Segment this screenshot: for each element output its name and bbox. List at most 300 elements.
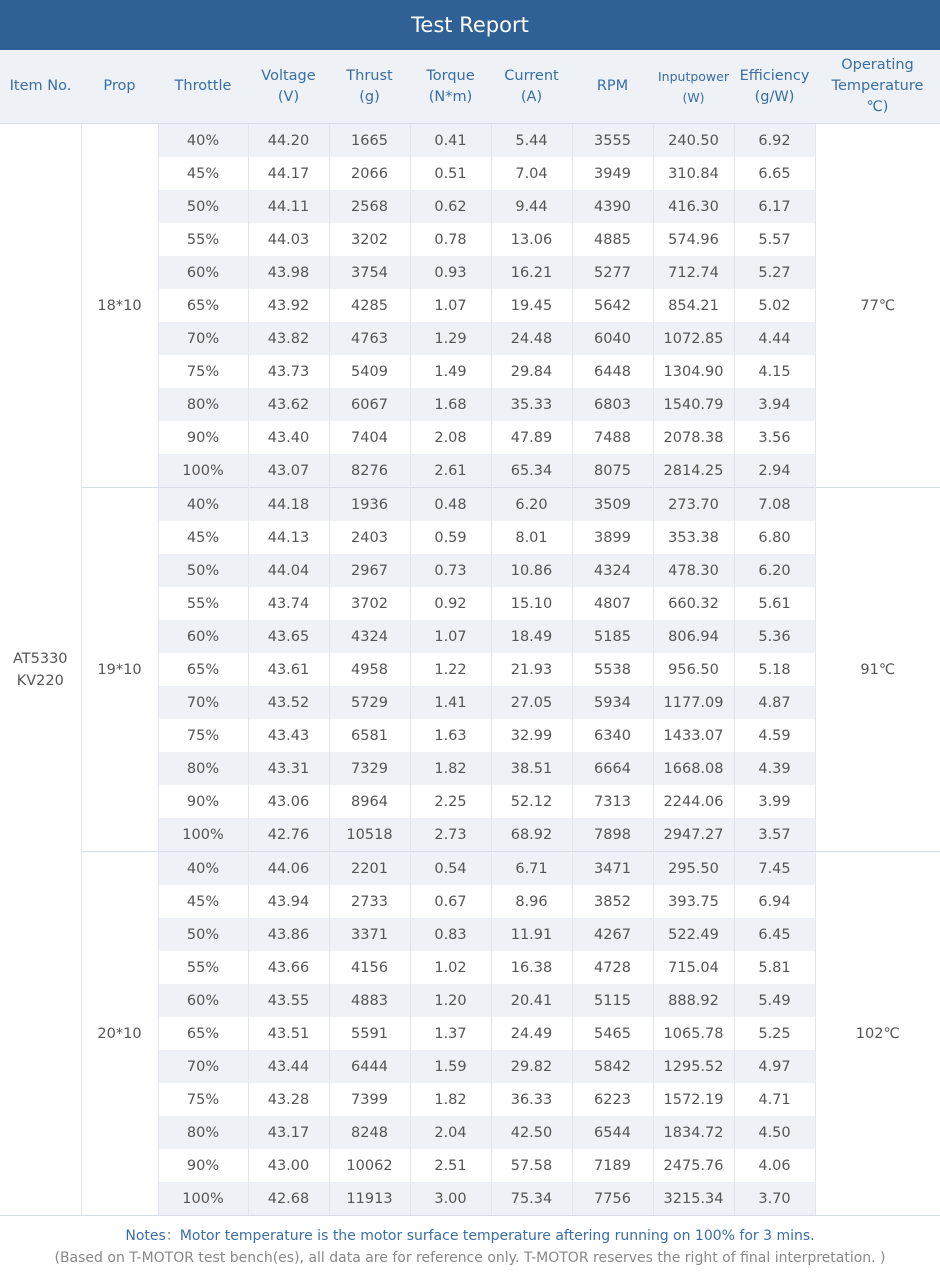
torque-cell: 0.92 [410,587,491,620]
thrust-cell: 7404 [329,421,410,454]
item-no-line: AT5330 [12,650,68,667]
column-header-thrust [329,50,410,124]
power-cell: 3215.34 [653,1182,734,1215]
torque-cell: 1.41 [410,686,491,719]
current-cell: 32.99 [491,719,572,752]
thrust-cell: 4324 [329,620,410,653]
thrust-cell: 5591 [329,1017,410,1050]
rpm-cell: 4728 [572,951,653,984]
throttle-cell: 100% [158,818,248,852]
efficiency-cell: 3.94 [734,388,815,421]
rpm-cell: 6223 [572,1083,653,1116]
efficiency-cell: 6.65 [734,157,815,190]
rpm-cell: 5277 [572,256,653,289]
torque-cell: 0.59 [410,521,491,554]
throttle-cell: 55% [158,951,248,984]
current-cell: 65.34 [491,454,572,488]
column-header-torque [410,50,491,124]
report-title: Test Report [411,13,529,37]
power-cell: 1433.07 [653,719,734,752]
power-cell: 1834.72 [653,1116,734,1149]
power-cell: 522.49 [653,918,734,951]
torque-cell: 0.78 [410,223,491,256]
column-header-line: Current [504,67,559,84]
column-header-line: Inputpower [657,68,729,84]
torque-cell: 2.04 [410,1116,491,1149]
torque-cell: 0.54 [410,852,491,886]
voltage-cell: 43.43 [248,719,329,752]
current-cell: 10.86 [491,554,572,587]
power-cell: 2475.76 [653,1149,734,1182]
column-header-efficiency [734,50,815,124]
torque-cell: 1.37 [410,1017,491,1050]
efficiency-cell: 4.39 [734,752,815,785]
rpm-cell: 3899 [572,521,653,554]
efficiency-cell: 5.18 [734,653,815,686]
current-cell: 47.89 [491,421,572,454]
voltage-cell: 43.61 [248,653,329,686]
power-cell: 888.92 [653,984,734,1017]
voltage-cell: 43.31 [248,752,329,785]
voltage-cell: 44.13 [248,521,329,554]
prop-cell: 18*10 [81,124,158,488]
thrust-cell: 2201 [329,852,410,886]
voltage-cell: 44.06 [248,852,329,886]
torque-cell: 1.68 [410,388,491,421]
voltage-cell: 43.06 [248,785,329,818]
voltage-cell: 43.55 [248,984,329,1017]
torque-cell: 1.07 [410,289,491,322]
voltage-cell: 42.76 [248,818,329,852]
rpm-cell: 4324 [572,554,653,587]
rpm-cell: 6664 [572,752,653,785]
notes-line-2: (Based on T-MOTOR test bench(es), all data are for reference only. T-MOTOR reserves the right of final interpretation. ) [54,1249,886,1266]
column-header-current [491,50,572,124]
rpm-cell: 7898 [572,818,653,852]
throttle-cell: 75% [158,355,248,388]
rpm-cell: 5934 [572,686,653,719]
voltage-cell: 43.52 [248,686,329,719]
column-header-line: (W) [682,89,705,105]
column-header-line: Thrust [346,67,393,84]
power-cell: 1295.52 [653,1050,734,1083]
column-header-line: RPM [596,78,629,94]
current-cell: 15.10 [491,587,572,620]
throttle-cell: 40% [158,124,248,158]
efficiency-cell: 3.57 [734,818,815,852]
current-cell: 24.49 [491,1017,572,1050]
thrust-cell: 6444 [329,1050,410,1083]
column-header-line: Efficiency [739,67,810,84]
throttle-cell: 45% [158,521,248,554]
current-cell: 18.49 [491,620,572,653]
thrust-cell: 4958 [329,653,410,686]
thrust-cell: 10062 [329,1149,410,1182]
efficiency-cell: 3.99 [734,785,815,818]
rpm-cell: 7756 [572,1182,653,1215]
thrust-cell: 3702 [329,587,410,620]
voltage-cell: 43.28 [248,1083,329,1116]
voltage-cell: 44.18 [248,488,329,522]
efficiency-cell: 4.06 [734,1149,815,1182]
rpm-cell: 3949 [572,157,653,190]
thrust-cell: 2967 [329,554,410,587]
column-header-line: Temperature [831,78,924,94]
thrust-cell: 2568 [329,190,410,223]
efficiency-cell: 6.80 [734,521,815,554]
throttle-cell: 60% [158,620,248,653]
thrust-cell: 2066 [329,157,410,190]
power-cell: 2947.27 [653,818,734,852]
torque-cell: 1.07 [410,620,491,653]
column-header-line: Item No. [9,78,72,94]
voltage-cell: 43.44 [248,1050,329,1083]
voltage-cell: 43.94 [248,885,329,918]
rpm-cell: 6544 [572,1116,653,1149]
power-cell: 574.96 [653,223,734,256]
throttle-cell: 100% [158,454,248,488]
power-cell: 416.30 [653,190,734,223]
voltage-cell: 43.00 [248,1149,329,1182]
rpm-cell: 5115 [572,984,653,1017]
voltage-cell: 43.07 [248,454,329,488]
torque-cell: 1.49 [410,355,491,388]
efficiency-cell: 6.17 [734,190,815,223]
voltage-cell: 43.98 [248,256,329,289]
column-header-line: Throttle [174,78,232,94]
efficiency-cell: 4.15 [734,355,815,388]
throttle-cell: 100% [158,1182,248,1215]
throttle-cell: 50% [158,918,248,951]
power-cell: 353.38 [653,521,734,554]
column-header-line: (A) [520,88,543,105]
column-header-throttle [158,50,248,124]
efficiency-cell: 5.25 [734,1017,815,1050]
throttle-cell: 90% [158,1149,248,1182]
table-row [0,488,940,522]
throttle-cell: 90% [158,785,248,818]
rpm-cell: 4267 [572,918,653,951]
prop-cell: 20*10 [81,852,158,1216]
throttle-cell: 55% [158,223,248,256]
throttle-cell: 80% [158,1116,248,1149]
thrust-cell: 4763 [329,322,410,355]
table-row [0,852,940,886]
current-cell: 7.04 [491,157,572,190]
efficiency-cell: 5.57 [734,223,815,256]
current-cell: 5.44 [491,124,572,158]
voltage-cell: 43.74 [248,587,329,620]
column-header-prop [81,50,158,124]
column-header-voltage [248,50,329,124]
torque-cell: 1.82 [410,752,491,785]
notes-section [0,1215,940,1277]
power-cell: 854.21 [653,289,734,322]
torque-cell: 1.02 [410,951,491,984]
thrust-cell: 10518 [329,818,410,852]
current-cell: 6.20 [491,488,572,522]
voltage-cell: 43.92 [248,289,329,322]
power-cell: 1572.19 [653,1083,734,1116]
rpm-cell: 5538 [572,653,653,686]
temperature-cell: 102℃ [815,852,940,1216]
rpm-cell: 7488 [572,421,653,454]
voltage-cell: 43.73 [248,355,329,388]
current-cell: 8.96 [491,885,572,918]
torque-cell: 1.82 [410,1083,491,1116]
efficiency-cell: 3.56 [734,421,815,454]
column-header-line: Torque [426,67,475,84]
rpm-cell: 6340 [572,719,653,752]
torque-cell: 2.08 [410,421,491,454]
rpm-cell: 5185 [572,620,653,653]
current-cell: 21.93 [491,653,572,686]
voltage-cell: 43.51 [248,1017,329,1050]
throttle-cell: 75% [158,719,248,752]
voltage-cell: 43.40 [248,421,329,454]
thrust-cell: 1936 [329,488,410,522]
column-header-line: Operating [841,57,914,73]
power-cell: 310.84 [653,157,734,190]
power-cell: 712.74 [653,256,734,289]
current-cell: 20.41 [491,984,572,1017]
power-cell: 478.30 [653,554,734,587]
current-cell: 75.34 [491,1182,572,1215]
power-cell: 806.94 [653,620,734,653]
column-header-line: ℃) [866,99,889,115]
thrust-cell: 4156 [329,951,410,984]
current-cell: 42.50 [491,1116,572,1149]
torque-cell: 1.20 [410,984,491,1017]
power-cell: 715.04 [653,951,734,984]
current-cell: 16.21 [491,256,572,289]
thrust-cell: 7329 [329,752,410,785]
table-body [0,124,940,1216]
column-header-line: Voltage [261,67,316,84]
torque-cell: 2.73 [410,818,491,852]
power-cell: 956.50 [653,653,734,686]
throttle-cell: 75% [158,1083,248,1116]
rpm-cell: 7313 [572,785,653,818]
throttle-cell: 65% [158,289,248,322]
thrust-cell: 3754 [329,256,410,289]
rpm-cell: 4390 [572,190,653,223]
rpm-cell: 6040 [572,322,653,355]
thrust-cell: 6581 [329,719,410,752]
throttle-cell: 80% [158,752,248,785]
temperature-cell: 91℃ [815,488,940,852]
efficiency-cell: 7.08 [734,488,815,522]
report-title-bar [0,0,940,50]
throttle-cell: 80% [158,388,248,421]
rpm-cell: 4807 [572,587,653,620]
table-row [0,124,940,158]
thrust-cell: 4285 [329,289,410,322]
current-cell: 9.44 [491,190,572,223]
efficiency-cell: 2.94 [734,454,815,488]
efficiency-cell: 5.27 [734,256,815,289]
power-cell: 1065.78 [653,1017,734,1050]
thrust-cell: 11913 [329,1182,410,1215]
torque-cell: 1.29 [410,322,491,355]
power-cell: 1072.85 [653,322,734,355]
current-cell: 6.71 [491,852,572,886]
throttle-cell: 45% [158,885,248,918]
thrust-cell: 5409 [329,355,410,388]
voltage-cell: 44.20 [248,124,329,158]
torque-cell: 0.83 [410,918,491,951]
throttle-cell: 70% [158,322,248,355]
throttle-cell: 45% [158,157,248,190]
thrust-cell: 5729 [329,686,410,719]
voltage-cell: 43.82 [248,322,329,355]
column-header-item [0,50,81,124]
prop-cell: 19*10 [81,488,158,852]
voltage-cell: 42.68 [248,1182,329,1215]
throttle-cell: 40% [158,488,248,522]
torque-cell: 3.00 [410,1182,491,1215]
power-cell: 1177.09 [653,686,734,719]
torque-cell: 0.73 [410,554,491,587]
throttle-cell: 40% [158,852,248,886]
temperature-cell: 77℃ [815,124,940,488]
throttle-cell: 55% [158,587,248,620]
voltage-cell: 44.17 [248,157,329,190]
rpm-cell: 5465 [572,1017,653,1050]
efficiency-cell: 5.49 [734,984,815,1017]
column-header-power [653,50,734,124]
power-cell: 660.32 [653,587,734,620]
column-header-temp [815,50,940,124]
notes-line-1: Notes：Motor temperature is the motor surface temperature aftering running on 100% for 3 mins. [125,1227,815,1244]
current-cell: 27.05 [491,686,572,719]
torque-cell: 1.22 [410,653,491,686]
rpm-cell: 5642 [572,289,653,322]
rpm-cell: 3852 [572,885,653,918]
torque-cell: 0.93 [410,256,491,289]
thrust-cell: 8964 [329,785,410,818]
rpm-cell: 6448 [572,355,653,388]
column-header-line: (N*m) [428,88,473,105]
efficiency-cell: 5.36 [734,620,815,653]
power-cell: 295.50 [653,852,734,886]
efficiency-cell: 4.87 [734,686,815,719]
item-no-cell [0,124,81,1216]
current-cell: 8.01 [491,521,572,554]
efficiency-cell: 6.20 [734,554,815,587]
power-cell: 1540.79 [653,388,734,421]
torque-cell: 2.61 [410,454,491,488]
torque-cell: 0.62 [410,190,491,223]
efficiency-cell: 6.94 [734,885,815,918]
rpm-cell: 7189 [572,1149,653,1182]
current-cell: 68.92 [491,818,572,852]
current-cell: 38.51 [491,752,572,785]
torque-cell: 0.51 [410,157,491,190]
power-cell: 1304.90 [653,355,734,388]
voltage-cell: 43.65 [248,620,329,653]
column-header-rpm [572,50,653,124]
voltage-cell: 43.62 [248,388,329,421]
throttle-cell: 50% [158,190,248,223]
torque-cell: 2.25 [410,785,491,818]
thrust-cell: 3371 [329,918,410,951]
power-cell: 1668.08 [653,752,734,785]
thrust-cell: 1665 [329,124,410,158]
column-header-line: Prop [103,78,136,94]
throttle-cell: 60% [158,256,248,289]
throttle-cell: 70% [158,1050,248,1083]
voltage-cell: 43.66 [248,951,329,984]
thrust-cell: 4883 [329,984,410,1017]
efficiency-cell: 5.02 [734,289,815,322]
power-cell: 2244.06 [653,785,734,818]
throttle-cell: 50% [158,554,248,587]
current-cell: 24.48 [491,322,572,355]
current-cell: 29.82 [491,1050,572,1083]
power-cell: 240.50 [653,124,734,158]
current-cell: 16.38 [491,951,572,984]
thrust-cell: 6067 [329,388,410,421]
efficiency-cell: 4.97 [734,1050,815,1083]
throttle-cell: 70% [158,686,248,719]
rpm-cell: 3555 [572,124,653,158]
thrust-cell: 2403 [329,521,410,554]
throttle-cell: 65% [158,653,248,686]
current-cell: 36.33 [491,1083,572,1116]
current-cell: 57.58 [491,1149,572,1182]
efficiency-cell: 6.45 [734,918,815,951]
rpm-cell: 6803 [572,388,653,421]
power-cell: 2814.25 [653,454,734,488]
current-cell: 13.06 [491,223,572,256]
table-header-row [0,50,940,124]
rpm-cell: 3509 [572,488,653,522]
thrust-cell: 8248 [329,1116,410,1149]
rpm-cell: 8075 [572,454,653,488]
efficiency-cell: 3.70 [734,1182,815,1215]
efficiency-cell: 4.71 [734,1083,815,1116]
efficiency-cell: 4.50 [734,1116,815,1149]
torque-cell: 0.41 [410,124,491,158]
power-cell: 2078.38 [653,421,734,454]
power-cell: 273.70 [653,488,734,522]
rpm-cell: 5842 [572,1050,653,1083]
efficiency-cell: 7.45 [734,852,815,886]
torque-cell: 2.51 [410,1149,491,1182]
current-cell: 29.84 [491,355,572,388]
column-header-line: (g) [359,88,380,105]
efficiency-cell: 4.44 [734,322,815,355]
torque-cell: 0.48 [410,488,491,522]
item-no-line: KV220 [16,672,64,689]
power-cell: 393.75 [653,885,734,918]
test-report-table [0,50,940,1215]
voltage-cell: 43.17 [248,1116,329,1149]
efficiency-cell: 4.59 [734,719,815,752]
efficiency-cell: 5.61 [734,587,815,620]
torque-cell: 0.67 [410,885,491,918]
column-header-line: (V) [277,88,300,105]
current-cell: 52.12 [491,785,572,818]
voltage-cell: 44.11 [248,190,329,223]
throttle-cell: 90% [158,421,248,454]
throttle-cell: 65% [158,1017,248,1050]
efficiency-cell: 5.81 [734,951,815,984]
torque-cell: 1.63 [410,719,491,752]
rpm-cell: 4885 [572,223,653,256]
current-cell: 11.91 [491,918,572,951]
